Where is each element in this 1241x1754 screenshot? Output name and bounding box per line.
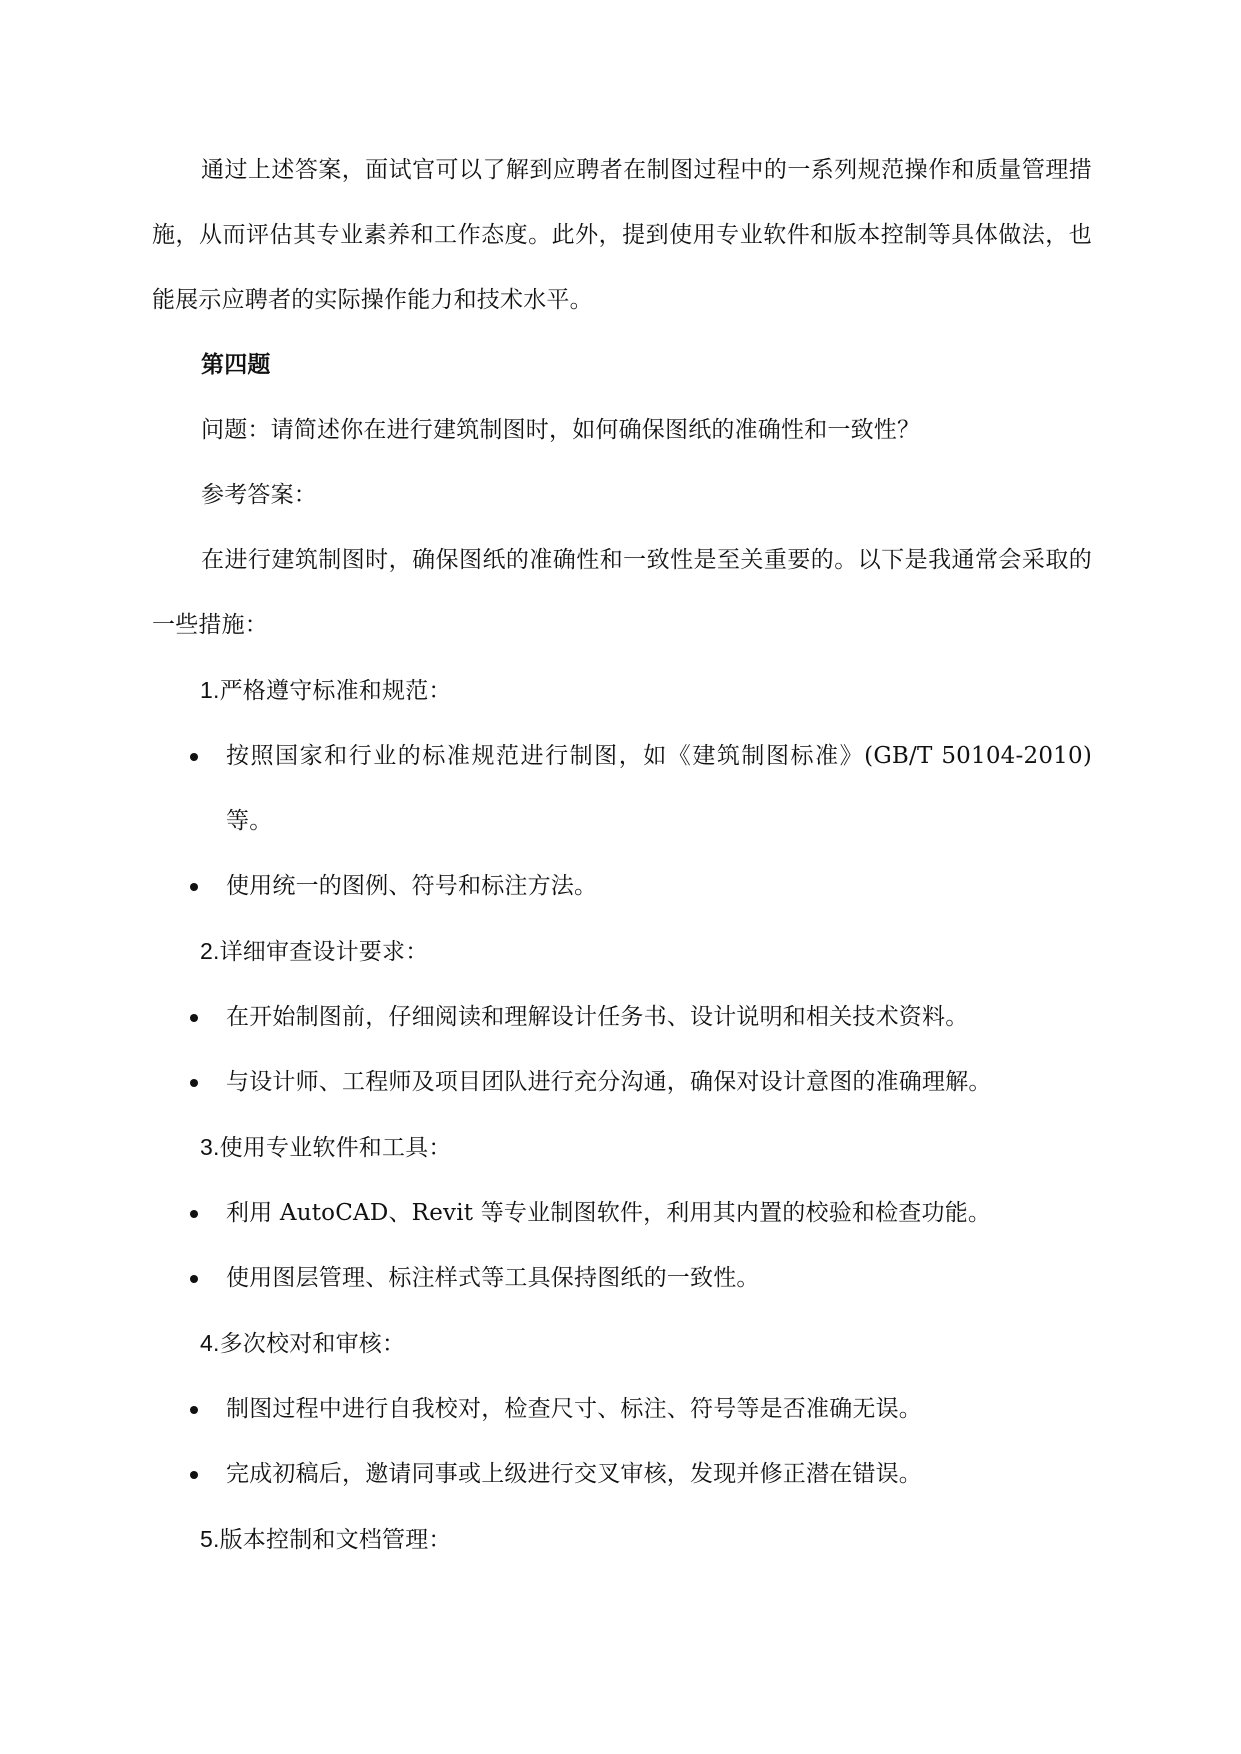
list-item-text: 利用 AutoCAD、Revit 等专业制图软件，利用其内置的校验和检查功能。 (226, 1200, 992, 1226)
list-item-text: 使用图层管理、标注样式等工具保持图纸的一致性。 (226, 1265, 760, 1291)
answer-label: 参考答案： (201, 482, 317, 508)
intro-paragraph: 通过上述答案，面试官可以了解到应聘者在制图过程中的一系列规范操作和质量管理措施，从而评估其专业素养和工作态度。此外，提到使用专业软件和版本控制等具体做法，也能展示应聘者的实际操作能力和技术水平。 (152, 157, 1092, 313)
section-title: 详细审查设计要求： (219, 939, 429, 965)
answer-intro-paragraph: 在进行建筑制图时，确保图纸的准确性和一致性是至关重要的。以下是我通常会采取的一些措施： (152, 547, 1092, 638)
bullet-dot-icon (190, 1471, 198, 1479)
section-heading-1 (152, 658, 1092, 724)
section-2-list (152, 985, 1092, 1115)
list-item (152, 1181, 1092, 1246)
list-item-text: 使用统一的图例、符号和标注方法。 (226, 873, 598, 899)
section-heading-4 (152, 1311, 1092, 1377)
section-title: 使用专业软件和工具： (219, 1135, 452, 1161)
section-title: 多次校对和审核： (219, 1331, 406, 1357)
section-3-list (152, 1181, 1092, 1311)
section-1-list (152, 724, 1092, 919)
bullet-dot-icon (190, 1014, 198, 1022)
section-number: 5. (200, 1526, 220, 1552)
list-item (152, 1246, 1092, 1311)
section-number: 4. (200, 1330, 220, 1356)
section-heading-5 (152, 1507, 1092, 1573)
bullet-dot-icon (190, 883, 198, 891)
section-number: 1. (200, 677, 220, 703)
list-item-text: 制图过程中进行自我校对，检查尺寸、标注、符号等是否准确无误。 (226, 1396, 922, 1422)
section-title: 版本控制和文档管理： (219, 1527, 452, 1553)
section-number: 2. (200, 938, 220, 964)
list-item (152, 854, 1092, 919)
list-item (152, 985, 1092, 1050)
bullet-dot-icon (190, 753, 198, 761)
section-heading-2 (152, 919, 1092, 985)
list-item (152, 724, 1092, 854)
list-item-text: 与设计师、工程师及项目团队进行充分沟通，确保对设计意图的准确理解。 (226, 1069, 992, 1095)
section-4-list (152, 1377, 1092, 1507)
list-item (152, 1050, 1092, 1115)
section-number: 3. (200, 1134, 220, 1160)
bullet-dot-icon (190, 1406, 198, 1414)
bullet-dot-icon (190, 1210, 198, 1218)
question-text: 问题：请简述你在进行建筑制图时，如何确保图纸的准确性和一致性？ (201, 417, 921, 443)
list-item (152, 1377, 1092, 1442)
section-title: 严格遵守标准和规范： (219, 678, 452, 704)
bullet-dot-icon (190, 1079, 198, 1087)
question-heading: 第四题 (201, 352, 271, 378)
list-item-text: 完成初稿后，邀请同事或上级进行交叉审核，发现并修正潜在错误。 (226, 1461, 922, 1487)
list-item-text: 在开始制图前，仔细阅读和理解设计任务书、设计说明和相关技术资料。 (226, 1004, 969, 1030)
section-heading-3 (152, 1115, 1092, 1181)
bullet-dot-icon (190, 1275, 198, 1283)
document-body (152, 138, 1092, 1573)
list-item-text: 按照国家和行业的标准规范进行制图，如《建筑制图标准》(GB/T 50104-2010) 等。 (226, 743, 1092, 834)
list-item (152, 1442, 1092, 1507)
